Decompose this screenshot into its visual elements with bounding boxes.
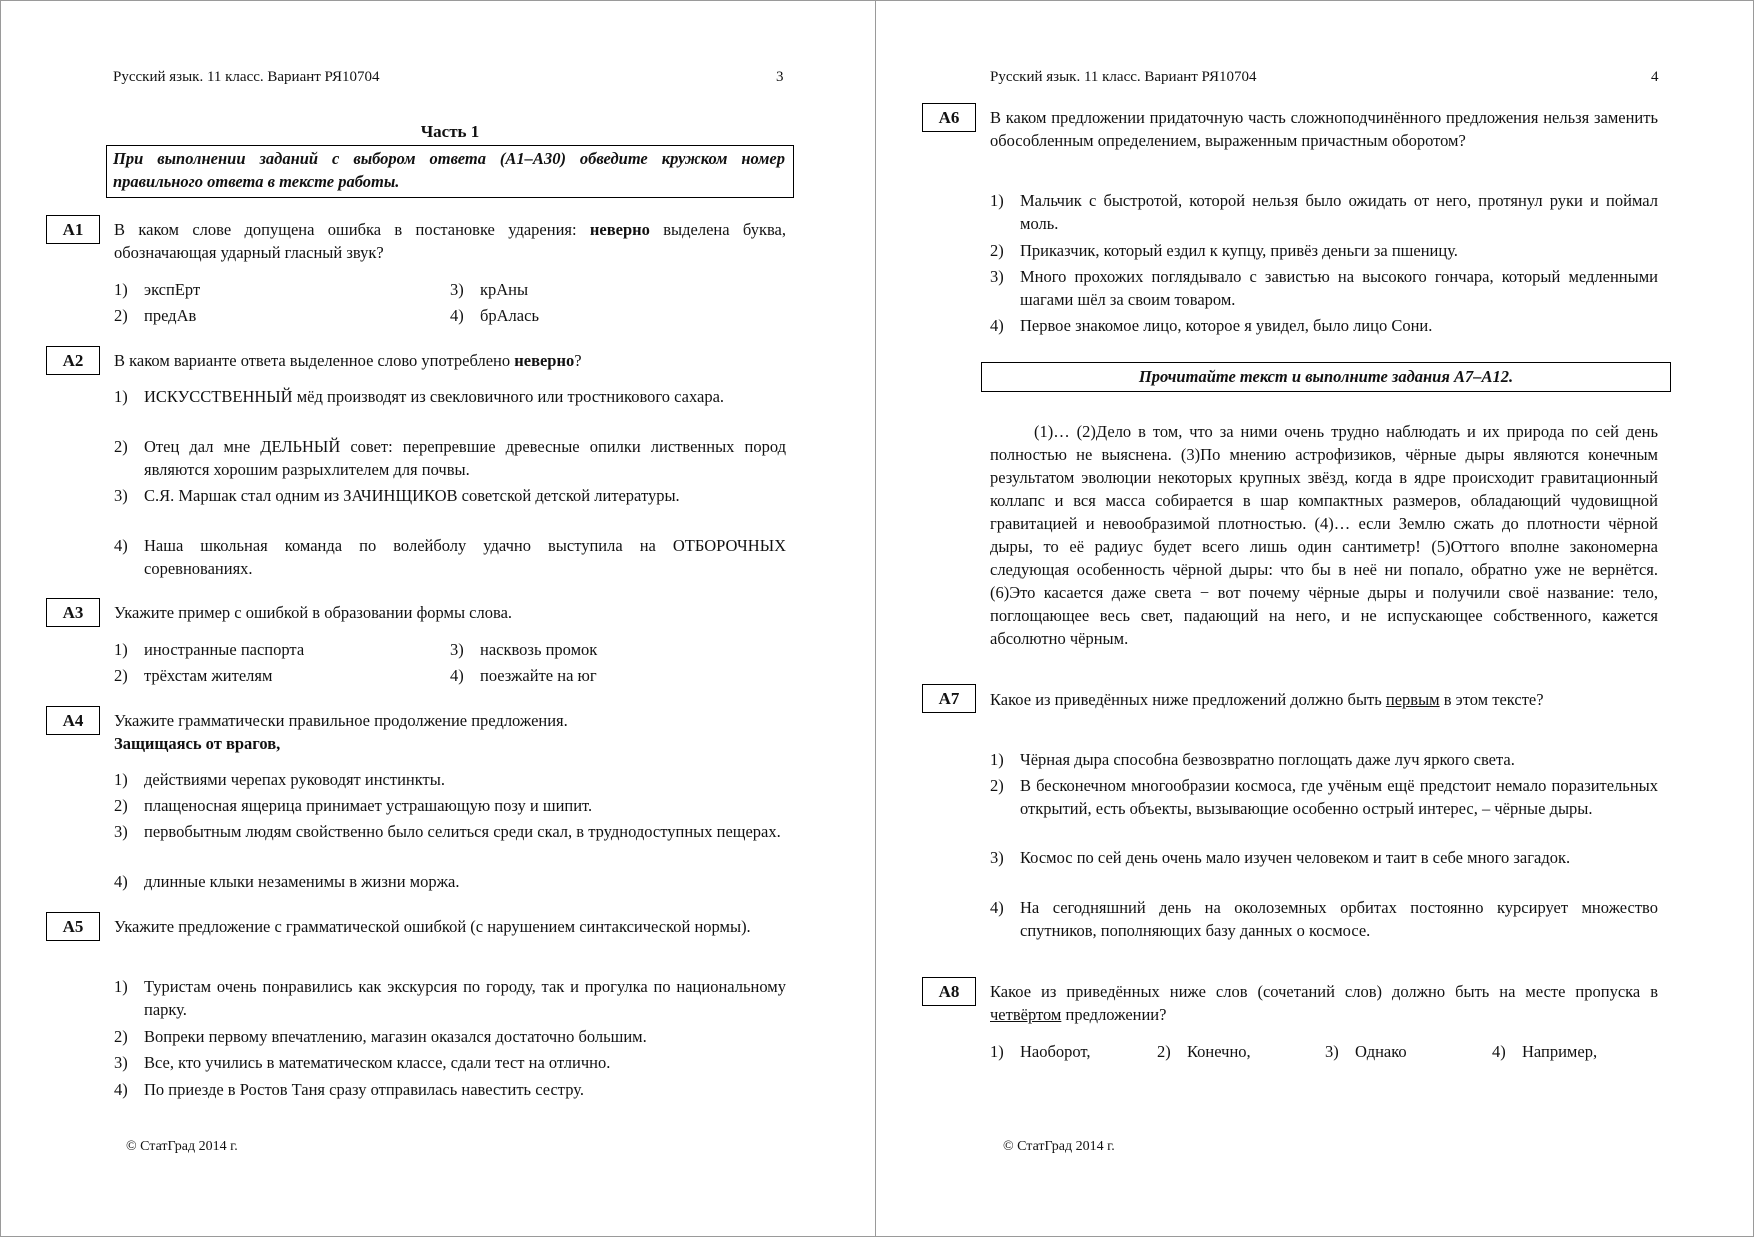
question-a1: В каком слове допущена ошибка в постановке ударения: неверно выделена буква, обозначающая ударный гласный звук? xyxy=(114,220,786,262)
option-a4-1[interactable]: 1) действиями черепах руководят инстинкты. xyxy=(114,770,445,789)
page-header: Русский язык. 11 класс. Вариант РЯ10704 xyxy=(113,69,380,85)
option-a5-2[interactable]: 2) Вопреки первому впечатлению, магазин оказался достаточно большим. xyxy=(114,1027,647,1046)
option-a4-2[interactable]: 2) плащеносная ящерица принимает устрашающую позу и шипит. xyxy=(114,796,593,815)
page-footer: © СтатГрад 2014 г. xyxy=(1003,1139,1115,1154)
option-a5-3[interactable]: 3) Все, кто учились в математическом классе, сдали тест на отлично. xyxy=(114,1053,611,1072)
question-a5: Укажите предложение с грамматической ошибкой (с нарушением синтаксической нормы). xyxy=(114,917,751,936)
page-left xyxy=(0,0,876,1237)
option-a2-2[interactable]: 2) Отец дал мне ДЕЛЬНЫЙ совет: перепревшие древесные опилки лиственных пород являются хорошим разрыхлителем для почвы. xyxy=(114,437,786,479)
page-number: 4 xyxy=(1651,69,1659,85)
option-a5-4[interactable]: 4) По приезде в Ростов Таня сразу отправилась навестить сестру. xyxy=(114,1080,584,1099)
question-a4: Укажите грамматически правильное продолжение предложения. xyxy=(114,711,568,730)
read-instruction-box: Прочитайте текст и выполните задания А7–А12. xyxy=(981,362,1671,392)
page-number: 3 xyxy=(776,69,784,85)
option-a7-2[interactable]: 2) В бесконечном многообразии космоса, где учёным ещё предстоит немало поразительных открытий, есть объекты, вызывающие особенно острый интерес, – чёрные дыры. xyxy=(990,776,1658,818)
option-a7-1[interactable]: 1) Чёрная дыра способна безвозвратно поглощать даже луч яркого света. xyxy=(990,750,1515,769)
question-label-a3: А3 xyxy=(46,598,100,627)
question-label-a8: А8 xyxy=(922,977,976,1006)
option-a7-4[interactable]: 4) На сегодняшний день на околоземных орбитах постоянно курсирует множество спутников, пополняющих базу данных о космосе. xyxy=(990,898,1658,940)
option-a6-2[interactable]: 2) Приказчик, который ездил к купцу, привёз деньги за пшеницу. xyxy=(990,241,1458,260)
question-label-a7: А7 xyxy=(922,684,976,713)
option-a6-3[interactable]: 3) Много прохожих поглядывало с завистью на высокого гончара, который медленными шагами шёл за своим товаром. xyxy=(990,267,1658,309)
option-a8-3[interactable]: 3) Однако xyxy=(1325,1042,1407,1061)
question-a2: В каком варианте ответа выделенное слово употреблено неверно? xyxy=(114,351,582,370)
question-label-a6: А6 xyxy=(922,103,976,132)
option-a3-1[interactable]: 1) иностранные паспорта xyxy=(114,640,305,659)
question-a6: В каком предложении придаточную часть сложноподчинённого предложения нельзя заменить обособленным определением, выраженным причастным оборотом? xyxy=(990,108,1658,150)
question-label-a2: А2 xyxy=(46,346,100,375)
option-a7-3[interactable]: 3) Космос по сей день очень мало изучен человеком и таит в себе много загадок. xyxy=(990,848,1571,867)
question-label-a5: А5 xyxy=(46,912,100,941)
question-a7: Какое из приведённых ниже предложений должно быть первым в этом тексте? xyxy=(990,690,1544,709)
page-footer: © СтатГрад 2014 г. xyxy=(126,1139,238,1154)
option-a3-2[interactable]: 2) трёхстам жителям xyxy=(114,666,273,685)
option-a1-4[interactable]: 4) брАлась xyxy=(450,306,539,325)
question-label-a1: А1 xyxy=(46,215,100,244)
question-a8: Какое из приведённых ниже слов (сочетаний слов) должно быть на месте пропуска в четвёртом предложении? xyxy=(990,982,1658,1024)
page-right xyxy=(876,0,1752,1237)
option-a8-2[interactable]: 2) Конечно, xyxy=(1157,1042,1251,1061)
option-a2-4[interactable]: 4) Наша школьная команда по волейболу удачно выступила на ОТБОРОЧНЫХ соревнованиях. xyxy=(114,536,786,578)
instruction-box: При выполнении заданий с выбором ответа (А1–А30) обведите кружком номер правильного ответа в тексте работы. xyxy=(106,145,794,198)
question-label-a4: А4 xyxy=(46,706,100,735)
option-a8-4[interactable]: 4) Например, xyxy=(1492,1042,1598,1061)
option-a3-4[interactable]: 4) поезжайте на юг xyxy=(450,666,597,685)
option-a3-3[interactable]: 3) насквозь промок xyxy=(450,640,598,659)
option-a8-1[interactable]: 1) Наоборот, xyxy=(990,1042,1091,1061)
part-title: Часть 1 xyxy=(420,122,480,141)
option-a1-3[interactable]: 3) крАны xyxy=(450,280,529,299)
option-a6-4[interactable]: 4) Первое знакомое лицо, которое я увидел, было лицо Сони. xyxy=(990,316,1433,335)
option-a1-1[interactable]: 1) экспЕрт xyxy=(114,280,201,299)
reading-passage: (1)… (2)Дело в том, что за ними очень трудно наблюдать и их природа по сей день полностью не выяснена. (3)По мнению астрофизиков, чёрные дыры являются конечным результатом эволюции некоторых крупных звёзд, когда в ядре происходит гравитационный коллапс и вся масса собирается в шар компактных размеров, обладающий чудовищной гравитацией и невообразимой плотностью. (4)… если Землю сжать до плотности чёрной дыры, то её радиус будет всего лишь один сантиметр! (5)Оттого вполне закономерна следующая особенность чёрной дыры: что бы в неё ни попало, обратно уже не вернётся. (6)Это касается даже света − вот почему чёрные дыры и получили своё название: тело, поглощающее весь свет, падающий на него, и не испускающее собственного, кажется абсолютно чёрным. xyxy=(990,422,1658,648)
question-a3: Укажите пример с ошибкой в образовании формы слова. xyxy=(114,603,513,622)
page-header: Русский язык. 11 класс. Вариант РЯ10704 xyxy=(990,69,1257,85)
option-a6-1[interactable]: 1) Мальчик с быстротой, которой нельзя было ожидать от него, протянул руки и поймал моль. xyxy=(990,191,1658,233)
option-a2-3[interactable]: 3) С.Я. Маршак стал одним из ЗАЧИНЩИКОВ советской детской литературы. xyxy=(114,486,680,505)
option-a4-3[interactable]: 3) первобытным людям свойственно было селиться среди скал, в труднодоступных пещерах. xyxy=(114,822,781,841)
option-a2-1[interactable]: 1) ИСКУССТВЕННЫЙ мёд производят из свекловичного или тростникового сахара. xyxy=(114,387,725,406)
option-a1-2[interactable]: 2) предАв xyxy=(114,306,197,325)
option-a5-1[interactable]: 1) Туристам очень понравились как экскурсия по городу, так и прогулка по национальному парку. xyxy=(114,977,786,1019)
question-a4-phrase: Защищаясь от врагов, xyxy=(114,734,281,753)
option-a4-4[interactable]: 4) длинные клыки незаменимы в жизни моржа. xyxy=(114,872,460,891)
